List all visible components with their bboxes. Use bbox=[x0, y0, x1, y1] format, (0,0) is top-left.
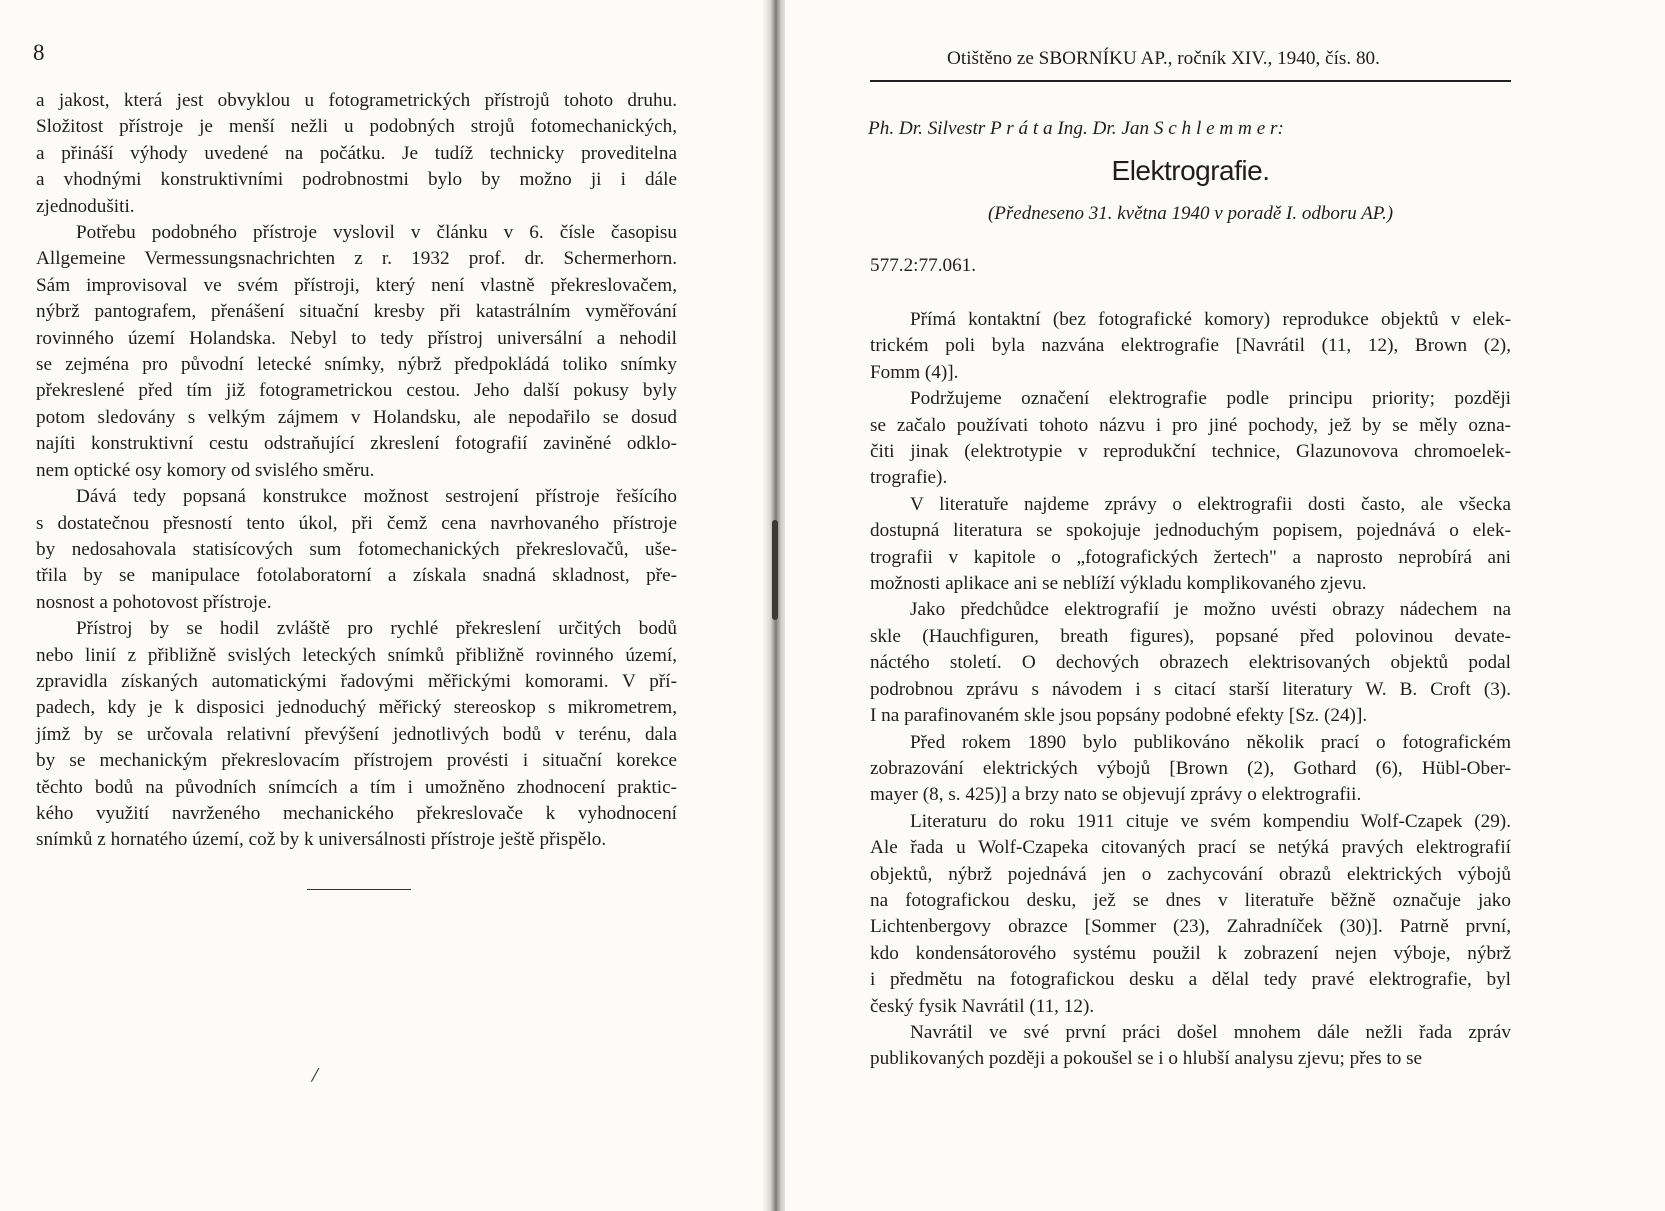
text-line: náctého století. O dechových obrazech elektrisovaných objektů podal bbox=[870, 652, 1511, 674]
text-line: mayer (8, s. 425)] a brzy nato se objevují zprávy o elektrografii. bbox=[870, 784, 1362, 806]
text-line: zjednodušiti. bbox=[36, 195, 135, 217]
text-line: potom sledovány s velkým zájmem v Holandsku, ale nepodařilo se dosud bbox=[36, 406, 677, 428]
text-line: a vhodnými konstruktivními podrobnostmi bylo by možno ji i dále bbox=[36, 169, 677, 191]
text-line: jímž by se určovala relativní převýšení jednotlivých bodů v terénu, dala bbox=[36, 723, 677, 745]
text-line: možnosti aplikace ani se neblíží výkladu komplikovaného zjevu. bbox=[870, 573, 1367, 595]
text-line: Ale řada u Wolf-Czapeka citovaných prací se netýká pravých elektrografií bbox=[870, 837, 1511, 859]
text-line: Fomm (4)]. bbox=[870, 361, 959, 383]
text-line: Literaturu do roku 1911 cituje ve svém kompendiu Wolf-Czapek (29). bbox=[910, 810, 1511, 832]
text-line: nebo linií z přibližně svislých leteckých snímků přibližně rovinného území, bbox=[36, 644, 677, 666]
text-line: Lichtenbergovy obrazce [Sommer (23), Zahradníček (30)]. Patrně první, bbox=[870, 916, 1511, 938]
text-line: kého využití navrženého mechanického překreslovače k vyhodnocení bbox=[36, 802, 677, 824]
text-line: a přináší výhody uvedené na počátku. Je tudíž technicky proveditelna bbox=[36, 142, 677, 164]
text-line: Dává tedy popsaná konstrukce možnost sestrojení přístroje řešícího bbox=[76, 486, 677, 508]
article-title: Elektrografie. bbox=[1111, 155, 1270, 186]
text-line: trickém poli byla nazvána elektrografie [Navrátil (11, 12), Brown (2), bbox=[870, 335, 1511, 357]
text-line: Allgemeine Vermessungsnachrichten z r. 1932 prof. dr. Schermerhorn. bbox=[36, 248, 677, 270]
text-line: český fysik Navrátil (11, 12). bbox=[870, 995, 1095, 1017]
text-line: zobrazování elektrických výbojů [Brown (2), Gothard (6), Hübl-Ober- bbox=[870, 757, 1511, 779]
text-line: trografii v kapitole o „fotografických žertech" a naprosto neprobírá ani bbox=[870, 546, 1511, 568]
text-line: zpravidla získaných automatickými řadovými měřickými komorami. V pří- bbox=[36, 670, 677, 692]
right-body-text bbox=[870, 307, 1511, 1073]
text-line: skle (Hauchfiguren, breath figures), popsané před polovinou devate- bbox=[870, 625, 1511, 647]
text-line: Před rokem 1890 bylo publikováno několik prací o fotografickém bbox=[910, 731, 1511, 753]
text-line: by se mechanickým překreslovacím přístrojem provésti i situační korekce bbox=[36, 750, 677, 772]
text-line: rovinného území Holandska. Nebyl to tedy přístroj universální a nehodil bbox=[36, 327, 677, 349]
text-line: by nedosahovala statisícových sum fotomechanických překreslovačů, uše- bbox=[36, 538, 677, 560]
paragraph bbox=[870, 1020, 1511, 1073]
end-rule bbox=[307, 889, 411, 890]
text-line: a jakost, která jest obvyklou u fotogrametrických přístrojů tohoto druhu. bbox=[36, 90, 677, 111]
text-line: s dostatečnou přesností tento úkol, při čemž cena navrhovaného přístroje bbox=[36, 512, 677, 534]
text-line: kdo kondensátorového systému použil k zobrazení nejen výboje, nýbrž bbox=[870, 942, 1511, 964]
text-line: Přístroj by se hodil zvláště pro rychlé překreslení určitých bodů bbox=[76, 618, 677, 640]
article-subtitle: (Předneseno 31. května 1940 v poradě I. odboru AP.) bbox=[987, 203, 1394, 224]
paragraph bbox=[870, 307, 1511, 386]
paragraph bbox=[870, 730, 1511, 809]
paragraph bbox=[36, 220, 677, 484]
paragraph bbox=[870, 809, 1511, 1020]
text-line: třila by se manipulace fotolaboratorní a získala snadná skladnost, pře- bbox=[36, 565, 677, 587]
text-line: na fotografickou desku, jež se dnes v literatuře běžně označuje jako bbox=[870, 889, 1511, 911]
header-rule bbox=[870, 80, 1511, 82]
text-line: nýbrž pantografem, přenášení situační kresby při katastrálním vyměřování bbox=[36, 301, 677, 323]
text-line: trografie). bbox=[870, 467, 948, 489]
text-line: těchto bodů na původních snímcích a tím i umožněno zhodnocení praktic- bbox=[36, 776, 677, 798]
text-line: objektů, nýbrž pojednává jen o zachycování obrazů elektrických výbojů bbox=[870, 863, 1511, 885]
text-line: překreslené před tím již fotogrametrickou cestou. Jeho další pokusy byly bbox=[36, 380, 677, 402]
paragraph bbox=[870, 386, 1511, 492]
page-number: 8 bbox=[33, 40, 45, 65]
text-line: I na parafinovaném skle jsou popsány podobné efekty [Sz. (24)]. bbox=[870, 705, 1368, 727]
text-line: padech, kdy je k disposici jednoduchý měřický stereoskop s mikrometrem, bbox=[36, 697, 677, 719]
text-line: Sám improvisoval ve svém přístroji, který není vlastně překreslovačem, bbox=[36, 274, 677, 296]
paragraph bbox=[870, 492, 1511, 598]
text-line: se začalo používati tohoto názvu i pro jiné pochody, jež by se měly ozna- bbox=[870, 414, 1511, 436]
paragraph bbox=[36, 484, 677, 616]
text-line: Složitost přístroje je menší nežli u podobných strojů fotomechanických, bbox=[36, 116, 677, 138]
text-line: V literatuře najdeme zprávy o elektrografii dosti často, ale všecka bbox=[910, 493, 1511, 515]
paragraph bbox=[36, 88, 677, 220]
text-line: snímků z hornatého území, což by k universálnosti přístroje ještě přispělo. bbox=[36, 829, 607, 851]
text-line: čiti jinak (elektrotypie v reprodukční technice, Glazunovova chromoelek- bbox=[870, 441, 1511, 463]
text-line: podrobnou zprávu s návodem i s citací starší literatury W. B. Croft (3). bbox=[870, 678, 1511, 700]
text-line: Potřebu podobného přístroje vyslovil v článku v 6. čísle časopisu bbox=[76, 222, 677, 244]
text-line: Navrátil ve své první práci došel mnohem dále nežli řada zpráv bbox=[910, 1021, 1511, 1043]
left-body-text bbox=[36, 88, 677, 854]
text-line: dostupná literatura se spokojuje jednoduchým popisem, pojednává o elek- bbox=[870, 520, 1511, 542]
article-authors: Ph. Dr. Silvestr P r á t a Ing. Dr. Jan S c h l e m m e r: bbox=[868, 118, 1284, 139]
text-line: i předmětu na fotografickou desku a dělal tedy pravé elektrografie, byl bbox=[870, 969, 1511, 991]
gutter-shadow bbox=[772, 520, 778, 620]
stray-pen-mark: / bbox=[309, 1061, 321, 1088]
text-line: publikovaných později a pokoušel se i o hlubší analysu zjevu; přes to se bbox=[870, 1048, 1423, 1070]
running-header: Otištěno ze SBORNÍKU AP., ročník XIV., 1940, čís. 80. bbox=[947, 48, 1380, 69]
udc-classification: 577.2:77.061. bbox=[870, 255, 977, 276]
text-line: Přímá kontaktní (bez fotografické komory) reprodukce objektů v elek- bbox=[910, 309, 1511, 330]
text-line: Podržujeme označení elektrografie podle principu priority; později bbox=[910, 388, 1511, 410]
text-line: se zejména pro původní letecké snímky, nýbrž předpokládá toliko snímky bbox=[36, 354, 677, 376]
paragraph bbox=[870, 597, 1511, 729]
paragraph bbox=[36, 616, 677, 854]
text-line: nem optické osy komory od svislého směru. bbox=[36, 459, 375, 481]
text-line: Jako předchůdce elektrografií je možno uvésti obrazy nádechem na bbox=[910, 599, 1511, 621]
text-line: najíti konstruktivní cestu odstraňující zkreslení fotografií zaviněné odklo- bbox=[36, 433, 677, 455]
text-line: nosnost a pohotovost přístroje. bbox=[36, 591, 272, 613]
